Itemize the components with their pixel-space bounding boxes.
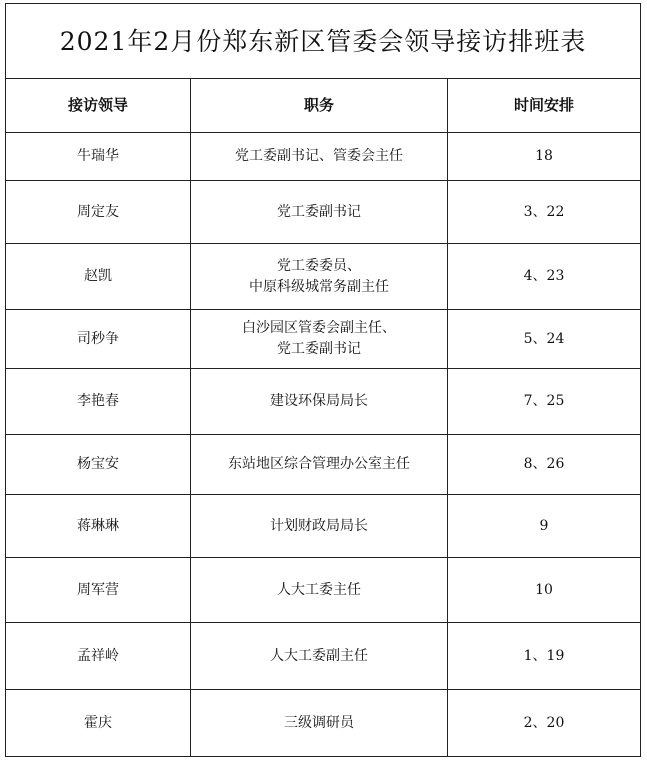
leader-position — [191, 310, 448, 369]
leader-name: 霍庆 — [6, 690, 191, 757]
table-row — [6, 435, 641, 495]
schedule-days: 10 — [448, 558, 641, 623]
leader-position — [191, 558, 448, 623]
leader-position — [191, 690, 448, 757]
position-line: 党工委副书记 — [277, 341, 361, 357]
header-row — [6, 79, 641, 133]
leader-name: 牛瑞华 — [6, 133, 191, 181]
table-row — [6, 181, 641, 244]
position-line: 党工委副书记、管委会主任 — [235, 148, 403, 164]
table-row — [6, 310, 641, 369]
table-row — [6, 558, 641, 623]
leader-name: 赵凯 — [6, 244, 191, 310]
schedule-days: 4、23 — [448, 244, 641, 310]
table-row — [6, 690, 641, 757]
leader-name: 孟祥岭 — [6, 623, 191, 690]
title-row — [6, 4, 641, 79]
position-line: 人大工委副主任 — [270, 647, 368, 664]
leader-name: 司秒争 — [6, 310, 191, 369]
schedule-days: 1、19 — [448, 623, 641, 690]
schedule-sheet — [5, 3, 640, 758]
leader-name: 杨宝安 — [6, 435, 191, 495]
position-line: 东站地区综合管理办公室主任 — [228, 456, 410, 472]
leader-position — [191, 181, 448, 244]
leader-position — [191, 369, 448, 435]
header-leader: 接访领导 — [6, 79, 191, 133]
leader-name: 李艳春 — [6, 369, 191, 435]
schedule-days: 7、25 — [448, 369, 641, 435]
position-line: 党工委委员、 — [277, 257, 361, 274]
leader-name: 周定友 — [6, 181, 191, 244]
duty-schedule-table — [5, 3, 641, 757]
table-row — [6, 244, 641, 310]
schedule-days: 18 — [448, 133, 641, 181]
table-title: 2021年2月份郑东新区管委会领导接访排班表 — [6, 4, 641, 79]
position-line: 白沙园区管委会副主任、 — [242, 320, 396, 336]
schedule-days: 5、24 — [448, 310, 641, 369]
table-row — [6, 495, 641, 558]
table-row — [6, 133, 641, 181]
position-line: 中原科级城常务副主任 — [249, 278, 389, 295]
header-position: 职务 — [191, 79, 448, 133]
table-row — [6, 369, 641, 435]
position-line: 人大工委主任 — [277, 581, 361, 598]
table-row — [6, 623, 641, 690]
leader-name: 周军营 — [6, 558, 191, 623]
leader-position — [191, 435, 448, 495]
header-schedule: 时间安排 — [448, 79, 641, 133]
schedule-days: 8、26 — [448, 435, 641, 495]
position-line: 三级调研员 — [284, 714, 354, 731]
schedule-days: 2、20 — [448, 690, 641, 757]
leader-position — [191, 623, 448, 690]
schedule-days: 9 — [448, 495, 641, 558]
position-line: 党工委副书记 — [277, 203, 361, 220]
position-line: 建设环保局局长 — [270, 393, 368, 409]
position-line: 计划财政局局长 — [270, 517, 368, 534]
leader-position — [191, 133, 448, 181]
schedule-days: 3、22 — [448, 181, 641, 244]
leader-position — [191, 244, 448, 310]
leader-name: 蒋琳琳 — [6, 495, 191, 558]
leader-position — [191, 495, 448, 558]
